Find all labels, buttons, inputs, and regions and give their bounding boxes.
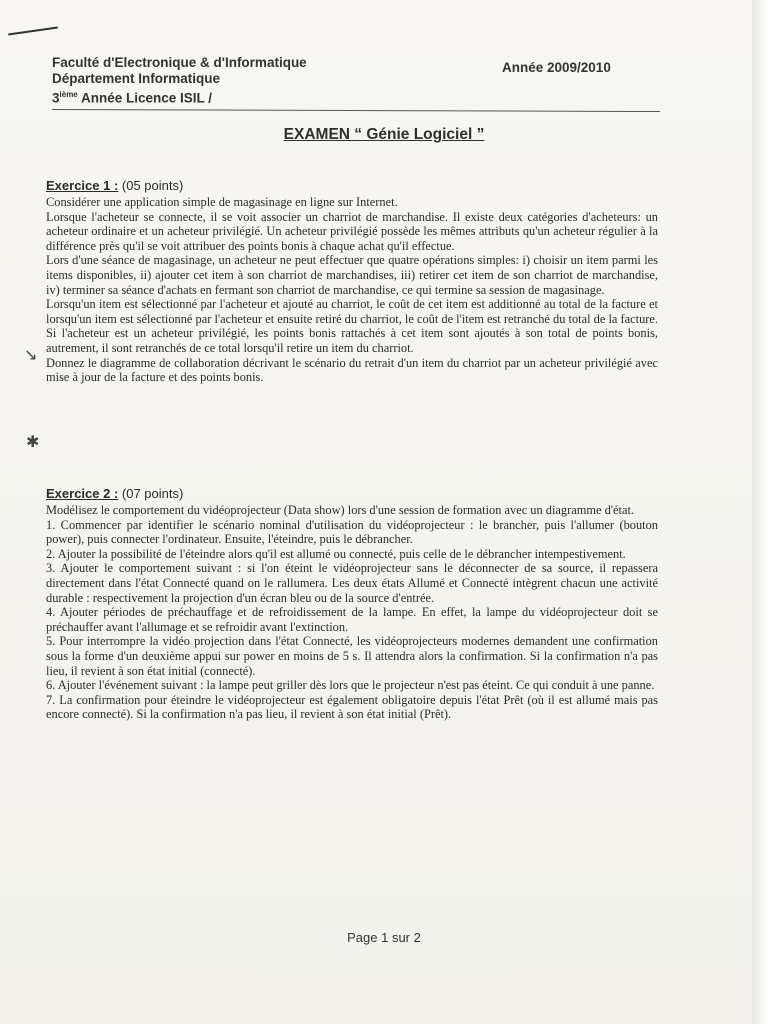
exercise-2-item: 1. Commencer par identifier le scénario nominal d'utilisation du vidéoprojecteur : le brancher, puis l'allumer (bouton power), puis connecter l'ordinateur. Ensuite, l'éteindre, puis le débrancher. [46, 517, 658, 547]
exercise-2-item: 5. Pour interrompre la vidéo projection dans l'état Connecté, les vidéoprojecteurs modernes demandent une confirmation sous la forme d'un deuxième appui sur power en moins de 5 s. Il attendra alors la confirmation. Si la confirmation n'a pas lieu, il revient à son état initial (connecté). [46, 634, 658, 678]
exercise-1-paragraph: Considérer une application simple de magasinage en ligne sur Internet. [46, 195, 398, 209]
exercise-1-points: (05 points) [121, 178, 184, 193]
exercise-2-heading [46, 486, 658, 502]
header-divider [52, 109, 660, 112]
exercise-2-item: 2. Ajouter la possibilité de l'éteindre alors qu'il est allumé ou connecté, puis celle de le débrancher intempestivement. [46, 546, 626, 561]
class-level [52, 87, 432, 107]
exercise-1-paragraph: Lorsque l'acheteur se connecte, il se voit associer un charriot de marchandise. Il existe deux catégories d'acheteurs: un acheteur ordinaire et un acheteur privilégié. Un acheteur privilégié possède les mêmes attributs qu'un acheteur régulier à la différence près qu'il se voit attribuer des points bonis à chaque achat qu'il effectue. [46, 209, 658, 253]
institution-block [52, 55, 432, 107]
exercise-2-points: (07 points) [121, 486, 184, 501]
level-superscript: ième [59, 90, 78, 99]
exercise-2-item: 3. Ajouter le comportement suivant : si l'on éteint le vidéoprojecteur sans le déconnecter de sa source, il repassera directement dans l'état Connecté quand on le rallumera. Les deux états Allumé et Connecté intègrent chacun une activité durable : respectivement la projection d'un écran bleu ou de la source d'entrée. [46, 561, 658, 605]
exercise-1-paragraph: Lors d'une séance de magasinage, un acheteur ne peut effectuer que quatre opérations simples: i) choisir un item parmi les items disponibles, ii) ajouter cet item à son charriot de marchandises, iii) retirer cet item de son charriot de marchandise, iv) terminer sa séance d'achats en fermant son charriot de marchandise, ce qui termine sa session de magasinage. [46, 253, 658, 297]
handwritten-star-icon: ✱ [26, 432, 40, 451]
academic-year: Année 2009/2010 [502, 60, 611, 75]
exercise-2-item: 6. Ajouter l'événement suivant : la lampe peut griller dès lors que le projecteur n'est pas éteint. Ce qui conduit à une panne. [46, 678, 655, 693]
exercise-1 [46, 178, 658, 385]
exercise-2-label: Exercice 2 : [46, 486, 119, 501]
exercise-1-heading [46, 178, 658, 194]
exercise-1-question: Donnez le diagramme de collaboration décrivant le scénario du retrait d'un item du charriot par un acheteur privilégié avec mise à jour de la facture et des points bonis. [46, 355, 658, 385]
pen-mark [8, 27, 58, 36]
handwritten-arrow-icon: ↘ [24, 345, 38, 364]
page-number: Page 1 sur 2 [347, 930, 421, 945]
faculty-name: Faculté d'Electronique & d'Informatique [52, 55, 307, 70]
exercise-1-label: Exercice 1 : [46, 178, 119, 193]
exam-title [0, 126, 768, 144]
exam-title-text: EXAMEN “ Génie Logiciel ” [283, 126, 485, 143]
exercise-1-paragraph: Lorsqu'un item est sélectionné par l'acheteur et ajouté au charriot, le coût de cet item est additionné au total de la facture et lorsqu'un item est sélectionné par l'acheteur et ensuite retiré du charriot, le coût de l'item est retranché du total de la facture. Si l'acheteur est un acheteur privilégié, les points bonis rattachés à cet item sont ajoutés à son total de points bonis, autrement, il sont retranchés de ce total lorsqu'il retire un item du charriot. [46, 297, 658, 355]
exercise-2 [46, 486, 658, 722]
level-text: Année Licence ISIL / [77, 90, 213, 106]
department-name: Département Informatique [52, 71, 221, 86]
exercise-2-item: 4. Ajouter périodes de préchauffage et de refroidissement de la lampe. En effet, la lampe du vidéoprojecteur doit se préchauffer avant l'allumage et se refroidir avant l'extinction. [46, 605, 658, 634]
exercise-2-item: 7. La confirmation pour éteindre le vidéoprojecteur est également obligatoire depuis l'état Prêt (où il est allumé mais pas encore connecté). Si la confirmation n'a pas lieu, il revient à son état initial (Prêt). [46, 692, 658, 722]
scan-edge [752, 0, 768, 1024]
exercise-2-paragraph: Modélisez le comportement du vidéoprojecteur (Data show) lors d'une session de formation avec un diagramme d'état. [46, 503, 635, 517]
level-number: 3 [52, 90, 60, 106]
